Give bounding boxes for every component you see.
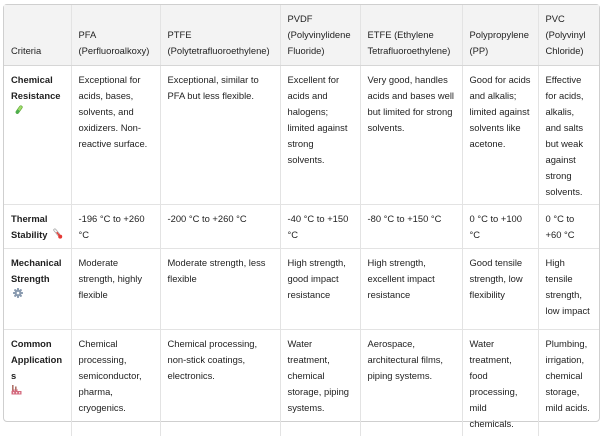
table-row-common-applications bbox=[4, 329, 599, 436]
table-cell: Aerospace, architectural films, piping systems. bbox=[360, 329, 462, 436]
table-row-thermal-stability bbox=[4, 205, 599, 249]
table-cell: -80 °C to +150 °C bbox=[360, 205, 462, 249]
header-pp: Polypropylene (PP) bbox=[462, 5, 538, 66]
row-label: Chemical Resistance bbox=[11, 74, 61, 101]
thermometer-icon bbox=[52, 228, 63, 244]
table-cell: Good tensile strength, low flexibility bbox=[462, 248, 538, 329]
table-cell: -200 °C to +260 °C bbox=[160, 205, 280, 249]
row-label-cell bbox=[4, 329, 71, 436]
row-label-cell bbox=[4, 205, 71, 249]
table-cell: High tensile strength, low impact bbox=[538, 248, 599, 329]
row-label-cell bbox=[4, 66, 71, 205]
header-criteria: Criteria bbox=[4, 5, 71, 66]
factory-icon bbox=[11, 384, 22, 400]
table-cell: 0 °C to +60 °C bbox=[538, 205, 599, 249]
comparison-table-container bbox=[3, 4, 600, 429]
table-cell: Moderate strength, less flexible bbox=[160, 248, 280, 329]
row-label: Mechanical Strength bbox=[11, 256, 62, 284]
header-row bbox=[4, 5, 599, 66]
header-pfa: PFA (Perfluoroalkoxy) bbox=[71, 5, 160, 66]
header-etfe: ETFE (Ethylene Tetrafluoroethylene) bbox=[360, 5, 462, 66]
table-cell: Effective for acids, alkalis, and salts but weak against strong solvents. bbox=[538, 66, 599, 205]
material-comparison-table bbox=[4, 5, 599, 436]
row-label-cell bbox=[4, 248, 71, 329]
table-cell: High strength, excellent impact resistance bbox=[360, 248, 462, 329]
table-row-chemical-resistance bbox=[4, 66, 599, 205]
header-pvdf: PVDF (Polyvinylidene Fluoride) bbox=[280, 5, 360, 66]
table-cell: Moderate strength, highly flexible bbox=[71, 248, 160, 329]
table-cell: -40 °C to +150 °C bbox=[280, 205, 360, 249]
header-pvc: PVC (Polyvinyl Chloride) bbox=[538, 5, 599, 66]
table-cell: Exceptional, similar to PFA but less flexible. bbox=[160, 66, 280, 205]
table-cell: Exceptional for acids, bases, solvents, and oxidizers. Non-reactive surface. bbox=[71, 66, 160, 205]
table-cell: Plumbing, irrigation, chemical storage, mild acids. bbox=[538, 329, 599, 436]
table-cell: Chemical processing, non-stick coatings, electronics. bbox=[160, 329, 280, 436]
table-cell: -196 °C to +260 °C bbox=[71, 205, 160, 249]
test-tube-icon bbox=[13, 105, 24, 121]
table-row-mechanical-strength bbox=[4, 248, 599, 329]
table-cell: Water treatment, chemical storage, piping systems. bbox=[280, 329, 360, 436]
gear-icon bbox=[13, 287, 23, 303]
table-cell: Very good, handles acids and bases well but limited for strong solvents. bbox=[360, 66, 462, 205]
row-label: Thermal Stability bbox=[11, 213, 48, 240]
header-ptfe: PTFE (Polytetrafluoroethylene) bbox=[160, 5, 280, 66]
table-cell: Good for acids and alkalis; limited against solvents like acetone. bbox=[462, 66, 538, 205]
row-label: Common Applications bbox=[11, 337, 63, 381]
table-cell: Chemical processing, semiconductor, pharma, cryogenics. bbox=[71, 329, 160, 436]
table-cell: Excellent for acids and halogens; limited against strong solvents. bbox=[280, 66, 360, 205]
table-cell: High strength, good impact resistance bbox=[280, 248, 360, 329]
table-cell: Water treatment, food processing, mild chemicals. bbox=[462, 329, 538, 436]
table-cell: 0 °C to +100 °C bbox=[462, 205, 538, 249]
